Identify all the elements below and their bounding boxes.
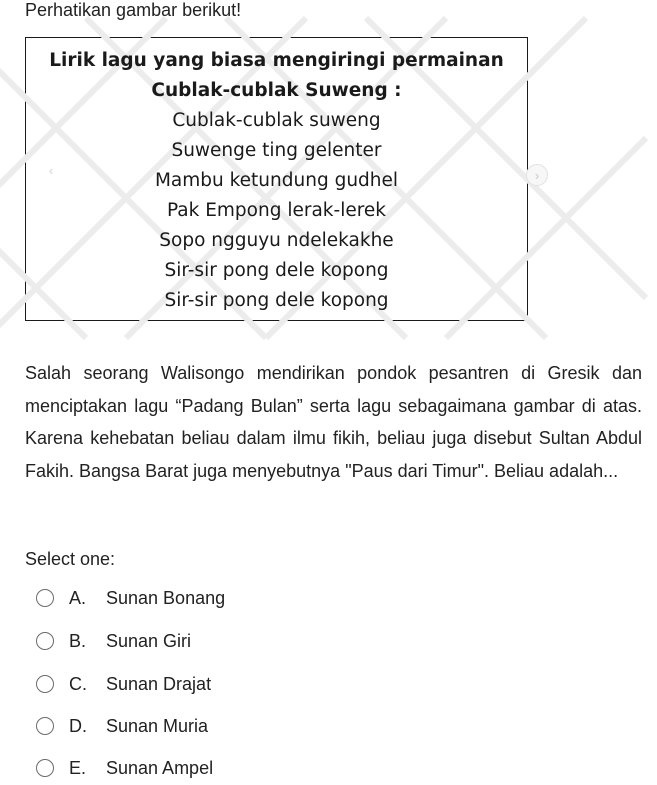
- lyrics-line: Cublak-cublak suweng: [172, 110, 381, 131]
- option-letter: D.: [69, 715, 87, 736]
- lyrics-line: Pak Empong lerak-lerek: [166, 200, 387, 221]
- lyrics-line: Sir-sir pong dele kopong: [164, 260, 389, 281]
- option-letter: C.: [69, 673, 87, 694]
- option-letter: B.: [69, 630, 87, 651]
- option-label: Sunan Drajat: [106, 673, 212, 694]
- select-one-label: Select one:: [25, 549, 116, 569]
- lyrics-line: Sopo ngguyu ndelekakhe: [159, 230, 394, 251]
- lyrics-text: [26, 46, 527, 316]
- previous-arrow-icon: ‹: [48, 163, 54, 178]
- lyrics-line: Suwenge ting gelenter: [171, 140, 382, 161]
- option-c[interactable]: [36, 670, 436, 698]
- radio-button[interactable]: [36, 759, 54, 777]
- radio-button[interactable]: [36, 675, 54, 693]
- radio-button[interactable]: [36, 589, 54, 607]
- question-text: Salah seorang Walisongo mendirikan pondok pesantren di Gresik dan menciptakan lagu “Padang Bulan” serta lagu sebagaimana gambar di atas. Karena kehebatan beliau dalam ilmu fikih, beliau juga disebut Sultan Abdul Fakih. Bangsa Barat juga menyebutnya "Paus dari Timur". Beliau adalah...: [25, 363, 642, 481]
- option-label: Sunan Muria: [106, 715, 209, 736]
- radio-button[interactable]: [36, 717, 54, 735]
- option-a[interactable]: [36, 584, 436, 612]
- option-label: Sunan Bonang: [106, 587, 226, 608]
- option-label: Sunan Giri: [106, 630, 192, 651]
- instruction-text: Perhatikan gambar berikut!: [25, 0, 242, 20]
- radio-button[interactable]: [36, 632, 54, 650]
- option-label: Sunan Ampel: [106, 757, 214, 778]
- lyrics-line: Mambu ketundung gudhel: [154, 170, 399, 191]
- option-letter: A.: [69, 587, 87, 608]
- option-d[interactable]: [36, 712, 436, 740]
- option-e[interactable]: [36, 754, 436, 782]
- lyrics-image: [25, 37, 540, 321]
- lyrics-line: Sir-sir pong dele kopong: [164, 290, 389, 311]
- lyrics-title-line: Lirik lagu yang biasa mengiringi permainan: [49, 50, 504, 71]
- option-b[interactable]: [36, 627, 436, 655]
- chevron-right-icon: ›: [526, 164, 548, 186]
- option-letter: E.: [69, 757, 87, 778]
- lyrics-title-line: Cublak-cublak Suweng :: [151, 80, 402, 101]
